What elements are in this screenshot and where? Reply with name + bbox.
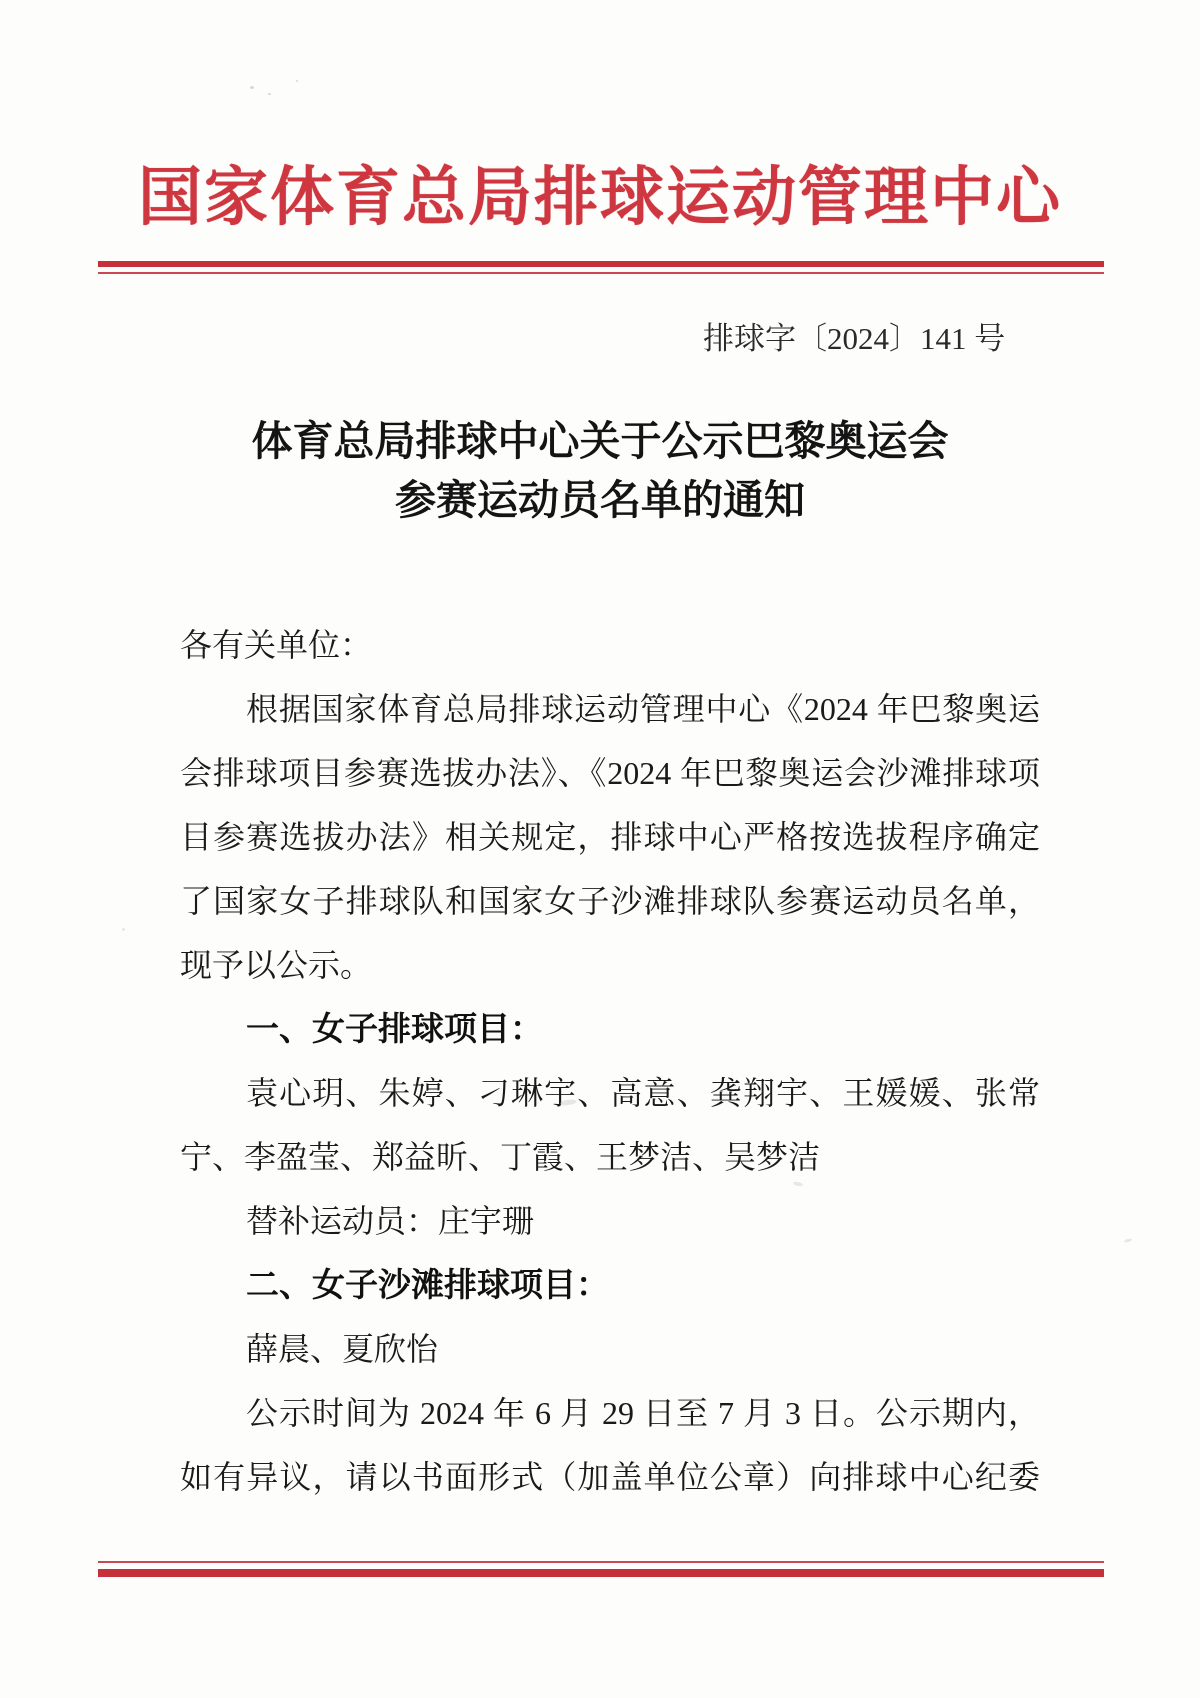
body-line: 根据国家体育总局排球运动管理中心《2024 年巴黎奥运 [246, 691, 1040, 727]
body-line: 了国家女子排球队和国家女子沙滩排球队参赛运动员名单， [180, 883, 1040, 919]
body-line: 二、女子沙滩排球项目： [246, 1266, 609, 1303]
body-line: 各有关单位： [180, 627, 373, 663]
body-line: 一、女子排球项目： [246, 1010, 543, 1047]
body-line: 目参赛选拔办法》相关规定，排球中心严格按选拔程序确定 [180, 819, 1040, 855]
body-line: 现予以公示。 [180, 947, 373, 983]
scan-speck [122, 928, 125, 931]
body-line: 袁心玥、朱婷、刁琳宇、高意、龚翔宇、王媛媛、张常 [246, 1075, 1040, 1111]
body-line: 替补运动员：庄宇珊 [246, 1203, 535, 1239]
body-line: 如有异议，请以书面形式（加盖单位公章）向排球中心纪委 [180, 1459, 1040, 1495]
footer-rule-thick [98, 1569, 1104, 1577]
footer-rule-thin [98, 1561, 1104, 1563]
document-title-line1: 体育总局排球中心关于公示巴黎奥运会 [251, 418, 949, 464]
scan-speck [296, 80, 298, 82]
document-number: 排球字〔2024〕141 号 [703, 321, 1006, 356]
body-lines [180, 613, 1040, 1509]
scan-speck [250, 86, 254, 89]
scan-speck [1124, 1238, 1133, 1243]
document-title [0, 412, 1200, 530]
document-title-line2: 参赛运动员名单的通知 [395, 477, 805, 523]
letterhead-title: 国家体育总局排球运动管理中心 [138, 162, 1062, 233]
body-line: 薛晨、夏欣怡 [246, 1331, 439, 1367]
header-rule-thick [98, 261, 1104, 267]
header-rule-thin [98, 272, 1104, 274]
body-line: 会排球项目参赛选拔办法》、《2024 年巴黎奥运会沙滩排球项 [180, 755, 1040, 791]
scan-speck [268, 93, 271, 95]
body-line: 宁、李盈莹、郑益昕、丁霞、王梦洁、吴梦洁 [180, 1139, 821, 1175]
body-line: 公示时间为 2024 年 6 月 29 日至 7 月 3 日。公示期内， [246, 1395, 1040, 1431]
